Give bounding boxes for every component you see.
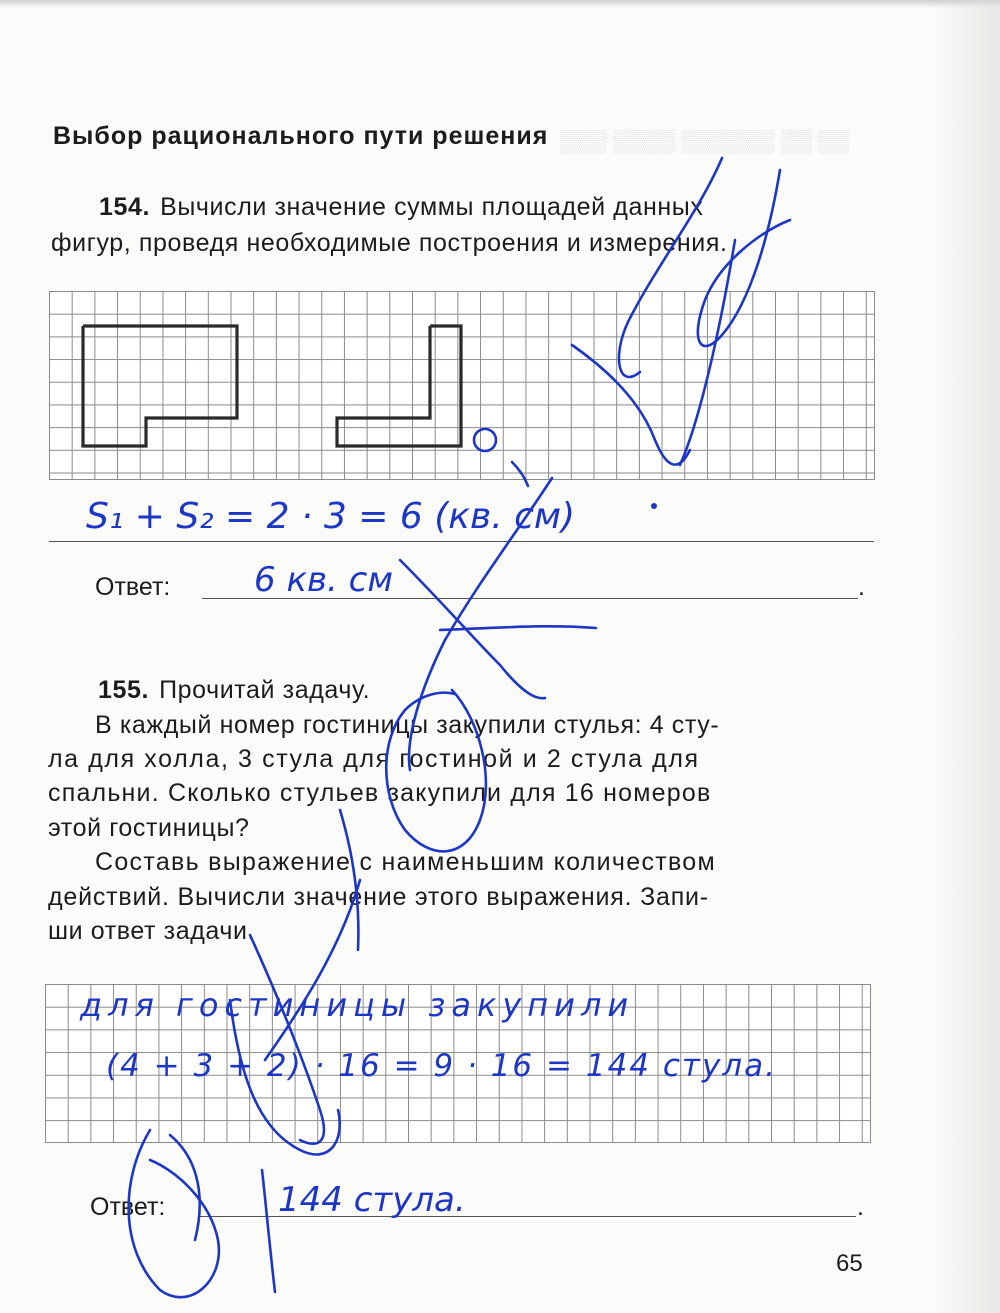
page-number: 65 — [836, 1250, 863, 1277]
task-155-line: ши ответ задачи. — [48, 917, 256, 945]
task-154-handwritten-solution: S₁ + S₂ = 2 · 3 = 6 (кв. см) — [86, 496, 576, 537]
task-155-handwritten-line-1: для гостиницы закупили — [80, 986, 635, 1024]
scribble-stroke — [262, 1170, 275, 1292]
task-155-line: ла для холла, 3 стула для гостиной и 2 стула для — [48, 745, 700, 773]
task-155-title: Прочитай задачу. — [159, 676, 371, 704]
scribble-stroke — [170, 1135, 200, 1240]
task-155-line: В каждый номер гостиницы закупили стулья: 4 сту- — [95, 711, 720, 739]
bleed-through-text: ▒▒▒ ▒▒▒▒ ▒▒▒▒▒▒ ▒▒ ▒▒ — [560, 128, 850, 153]
task-155-handwritten-line-2: (4 + 3 + 2) · 16 = 9 · 16 = 144 стула. — [106, 1048, 777, 1084]
task-155-answer-end: . — [857, 1193, 864, 1221]
task-154-text-1: Вычисли значение суммы площадей данных — [160, 193, 704, 221]
task-154-handwritten-answer: 6 кв. см — [254, 560, 393, 600]
section-title: Выбор рационального пути решения — [53, 122, 549, 150]
task-155-line: этой гостиницы? — [48, 814, 250, 842]
scribble-stroke — [265, 880, 360, 1060]
scribble-stroke — [619, 158, 722, 377]
scribble-stroke — [680, 240, 735, 465]
task-154-answer-end: . — [858, 573, 865, 601]
scribble-dot — [651, 503, 657, 509]
task-155-line: Составь выражение с наименьшим количеством — [95, 848, 716, 876]
task-155-handwritten-answer: 144 стула. — [278, 1180, 466, 1220]
task-155-number: 155. — [98, 676, 150, 704]
task-154-line-2: фигур, проведя необходимые построения и измерения. — [51, 229, 728, 257]
task-155-answer-label: Ответ: — [90, 1193, 166, 1221]
scribble-stroke — [572, 345, 690, 465]
scribble-stroke — [512, 462, 528, 486]
scribble-stroke — [129, 1130, 219, 1297]
scribble-stroke — [409, 478, 552, 770]
task-155-line: спальни. Сколько стульев закупили для 16 номеров — [48, 779, 712, 807]
task-155-line: действий. Вычисли значение этого выражения. Запи- — [48, 883, 709, 911]
scribble-circle — [474, 429, 496, 451]
task-154-answer-label: Ответ: — [95, 573, 171, 601]
task-154-number: 154. — [99, 193, 151, 221]
scribble-stroke — [386, 690, 486, 851]
scribble-stroke — [698, 170, 790, 346]
